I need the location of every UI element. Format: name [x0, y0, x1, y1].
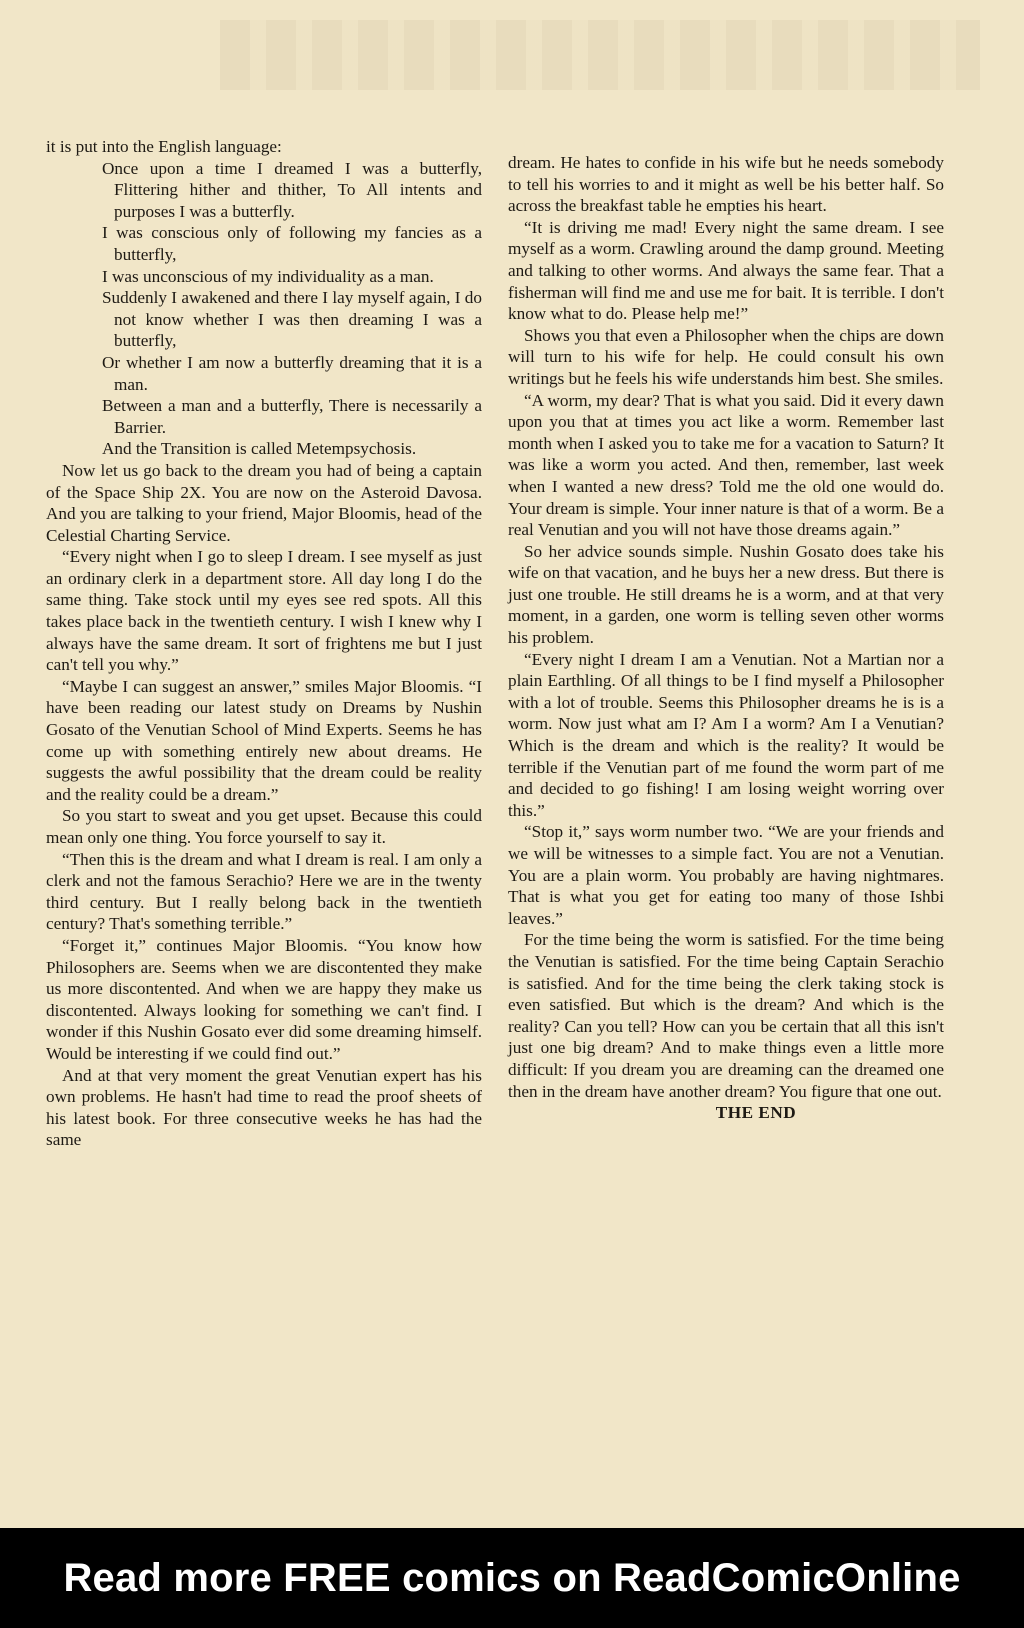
poem-line: Suddenly I awakened and there I lay myself again, I do not know whether I was then dreaming I was a butterfly,: [102, 288, 482, 351]
story-paragraph: And at that very moment the great Venutian expert has his own problems. He hasn't had time to read the proof sheets of his latest book. For three consecutive weeks he has had the same: [46, 1065, 482, 1150]
left-text-column: [46, 136, 482, 1151]
poem-line: Between a man and a butterfly, There is necessarily a Barrier.: [102, 396, 482, 437]
poem-line: I was conscious only of following my fancies as a butterfly,: [102, 223, 482, 264]
the-end-label: THE END: [715, 1103, 797, 1123]
story-paragraph: “Forget it,” continues Major Bloomis. “You know how Philosophers are. Seems when we are discontented they make us more discontented. And when we are happy they make us discontented. Always looking for something we can't find. I wonder if this Nushin Gosato ever did some dreaming himself. Would be interesting if we could find out.”: [46, 935, 482, 1063]
story-paragraph: “Maybe I can suggest an answer,” smiles Major Bloomis. “I have been reading our latest study on Dreams by Nushin Gosato of the Venutian School of Mind Experts. Seems he has come up with something entirely new about dreams. He suggests the awful possibility that the dream could be reality and the reality could be a dream.”: [46, 676, 482, 804]
story-paragraph: “Every night when I go to sleep I dream. I see myself as just an ordinary clerk in a department store. All day long I do the same thing. Take stock until my eyes see red spots. All this takes place back in the twentieth century. I wish I knew why I always have the same dream. It sort of frightens me but I just can't tell you why.”: [46, 547, 482, 675]
story-paragraph: For the time being the worm is satisfied. For the time being the Venutian is satisfied. For the time being Captain Serachio is satisfied. And for the time being the clerk taking stock is even satisfied. But which is the dream? And which is the reality? Can you tell? How can you be certain that all this isn't just one big dream? And to make things even a little more difficult: If you dream you are dreaming can the dreamed one then in the dream have another dream? You figure that one out.: [508, 930, 944, 1101]
butterfly-poem: [102, 158, 482, 460]
poem-line: Once upon a time I dreamed I was a butterfly, Flittering hither and thither, To All intents and purposes I was a butterfly.: [102, 158, 482, 221]
story-paragraph: “Every night I dream I am a Venutian. Not a Martian nor a plain Earthling. Of all things to be I find myself a Philosopher with a lot of trouble. Seems this Philosopher dreams he is is a worm. Now just what am I? Am I a worm? Am I a Venutian? Which is the dream and which is the reality? It would be terrible if the Venutian part of me found the worm part of me and decided to go fishing! I am losing weight worring over this.”: [508, 649, 944, 820]
story-paragraph: Now let us go back to the dream you had of being a captain of the Space Ship 2X. You are now on the Asteroid Davosa. And you are talking to your friend, Major Bloomis, head of the Celestial Charting Service.: [46, 460, 482, 545]
story-paragraph: So her advice sounds simple. Nushin Gosato does take his wife on that vacation, and he buys her a new dress. But there is just one trouble. He still dreams he is a worm, and at that very moment, in a garden, one worm is telling seven other worms his problem.: [508, 541, 944, 648]
promo-banner-text[interactable]: Read more FREE comics on ReadComicOnline: [63, 1555, 961, 1600]
story-paragraph: “A worm, my dear? That is what you said. Did it every dawn upon you that at times you act like a worm. Remember last month when I asked you to take me for a vacation to Saturn? It was like a worm you acted. And then, remember, last week when I wanted a new dress? Told me the old one would do. Your dream is simple. Your inner nature is that of a worm. Be a real Venutian and you will not have those dreams again.”: [508, 390, 944, 540]
faded-header-bleed: [220, 20, 980, 90]
poem-line: And the Transition is called Metempsychosis.: [102, 439, 417, 459]
story-paragraph: So you start to sweat and you get upset. Because this could mean only one thing. You force yourself to say it.: [46, 806, 482, 847]
story-paragraph: Shows you that even a Philosopher when the chips are down will turn to his wife for help. He could consult his own writings but he feels his wife understands him best. She smiles.: [508, 325, 944, 388]
right-text-column: [508, 152, 944, 1124]
poem-line: Or whether I am now a butterfly dreaming that it is a man.: [102, 352, 482, 394]
story-paragraph: “Stop it,” says worm number two. “We are your friends and we will be witnesses to a simple fact. You are not a Venutian. You are a plain worm. You probably are having nightmares. That is what you get for eating too many of those Ishbi leaves.”: [508, 822, 944, 928]
story-paragraph: “Then this is the dream and what I dream is real. I am only a clerk and not the famous Serachio? Here we are in the twenty third century. But I really belong back in the twentieth century? That's something terrible.”: [46, 849, 482, 934]
poem-line: I was unconscious of my individuality as a man.: [102, 266, 434, 286]
story-paragraph: dream. He hates to confide in his wife but he needs somebody to tell his worries to and it might as well be his better half. So across the breakfast table he empties his heart.: [508, 153, 944, 216]
intro-line: it is put into the English language:: [46, 137, 282, 156]
story-paragraph: “It is driving me mad! Every night the same dream. I see myself as a worm. Crawling around the damp ground. Meeting and talking to other worms. And always the same fear. That a fisherman will find me and use me for bait. It is terrible. I don't know what to do. Please help me!”: [508, 217, 944, 324]
promo-banner[interactable]: [0, 1528, 1024, 1628]
